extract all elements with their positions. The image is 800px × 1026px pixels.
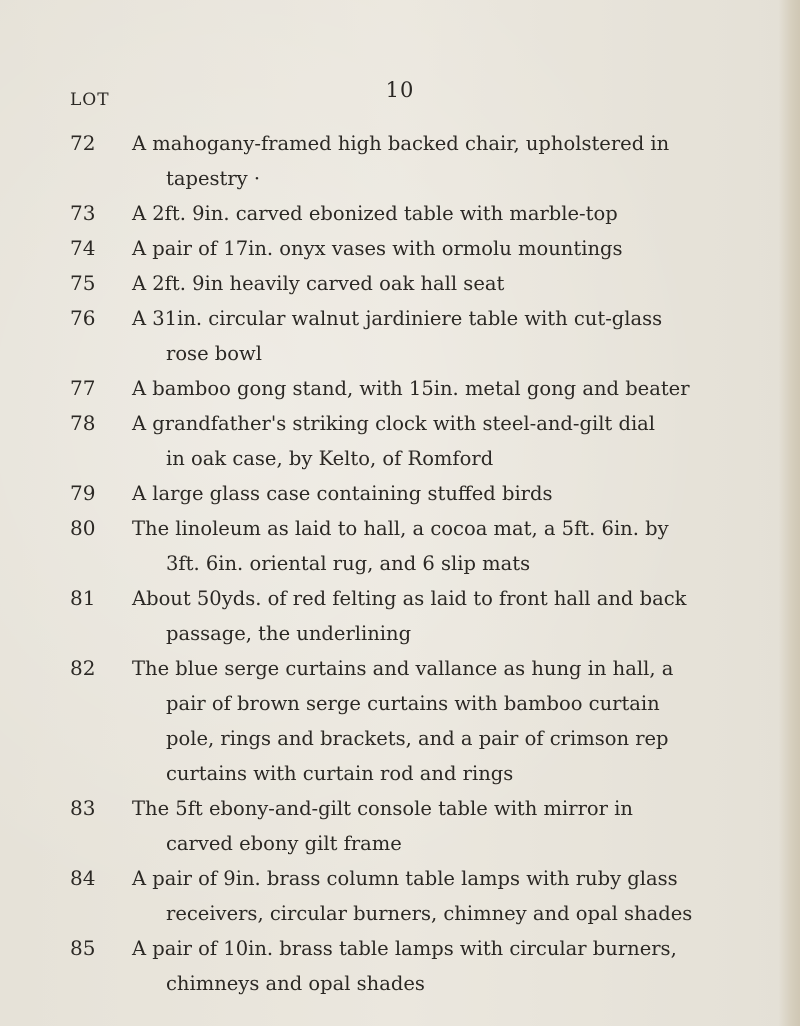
lot-description-line: 3ft. 6in. oriental rug, and 6 slip mats bbox=[166, 552, 531, 575]
lot-description bbox=[132, 231, 800, 266]
lot-number: 79 bbox=[70, 481, 96, 505]
lot-number: 85 bbox=[70, 936, 96, 960]
lot-description-line: A 2ft. 9in heavily carved oak hall seat bbox=[132, 272, 505, 295]
lot-description-line: A bamboo gong stand, with 15in. metal gong and beater bbox=[132, 377, 690, 400]
lot-number: 83 bbox=[70, 796, 96, 820]
lot-number: 73 bbox=[70, 201, 96, 225]
lot-description bbox=[132, 791, 800, 861]
lot-description bbox=[132, 196, 800, 231]
lot-number: 81 bbox=[70, 586, 96, 610]
lot-number: 82 bbox=[70, 656, 96, 680]
lot-column-header: LOT bbox=[70, 90, 110, 110]
lot-number: 84 bbox=[70, 866, 96, 890]
lot-number: 78 bbox=[70, 411, 96, 435]
lot-description-line: A mahogany-framed high backed chair, upholstered in bbox=[132, 132, 670, 155]
lot-description bbox=[132, 511, 800, 581]
lot-description-line: The blue serge curtains and vallance as hung in hall, a bbox=[132, 657, 674, 680]
lot-description-line: A grandfather's striking clock with steel-and-gilt dial bbox=[132, 412, 656, 435]
lot-description-line: A pair of 9in. brass column table lamps with ruby glass bbox=[132, 867, 678, 890]
lot-description-line: A pair of 10in. brass table lamps with circular burners, bbox=[132, 937, 677, 960]
lot-description-line: in oak case, by Kelt​o, of Romford bbox=[166, 447, 494, 470]
lot-description bbox=[132, 581, 800, 651]
lot-number: 77 bbox=[70, 376, 96, 400]
lot-description bbox=[132, 406, 800, 476]
lot-description-line: A 31in. circular walnut jardiniere table with cut-glass bbox=[132, 307, 663, 330]
lot-description bbox=[132, 371, 800, 406]
lot-description-line: chimneys and opal shades bbox=[166, 972, 425, 995]
lot-number: 74 bbox=[70, 236, 96, 260]
lot-description-line: pole, rings and brackets, and a pair of crimson rep bbox=[166, 727, 669, 750]
lot-description bbox=[132, 126, 800, 196]
lot-description bbox=[132, 476, 800, 511]
lot-description-line: A pair of 17in. onyx vases with ormolu mountings bbox=[132, 237, 623, 260]
lot-number: 72 bbox=[70, 131, 96, 155]
lot-description bbox=[132, 301, 800, 371]
lot-number: 76 bbox=[70, 306, 96, 330]
lot-description-line: rose bowl bbox=[166, 342, 262, 365]
lot-description-line: The linoleum as laid to hall, a cocoa mat, a 5ft. 6in. by bbox=[132, 517, 669, 540]
lot-description-line: tapestry · bbox=[166, 167, 261, 190]
lot-description bbox=[132, 861, 800, 931]
lot-description bbox=[132, 266, 800, 301]
lot-description-line: A 2ft. 9in. carved ebonized table with marble-top bbox=[132, 202, 618, 225]
lot-description-line: passage, the underlining bbox=[166, 622, 412, 645]
lot-description bbox=[132, 931, 800, 1001]
lot-number: 80 bbox=[70, 516, 96, 540]
lot-description-line: carved ebony gilt frame bbox=[166, 832, 402, 855]
lot-number: 75 bbox=[70, 271, 96, 295]
lot-description-line: A large glass case containing stuffed birds bbox=[132, 482, 553, 505]
lot-description-line: receivers, circular burners, chimney and opal shades bbox=[166, 902, 693, 925]
lot-description-line: About 50yds. of red felting as laid to front hall and back bbox=[132, 587, 687, 610]
lot-description-line: pair of brown serge curtains with bamboo curtain bbox=[166, 692, 660, 715]
lot-description-line: curtains with curtain rod and rings bbox=[166, 762, 514, 785]
lot-description bbox=[132, 651, 800, 791]
lot-description-line: The 5ft ebony-and-gilt console table with mirror in bbox=[132, 797, 633, 820]
page-number: 10 bbox=[385, 78, 415, 102]
